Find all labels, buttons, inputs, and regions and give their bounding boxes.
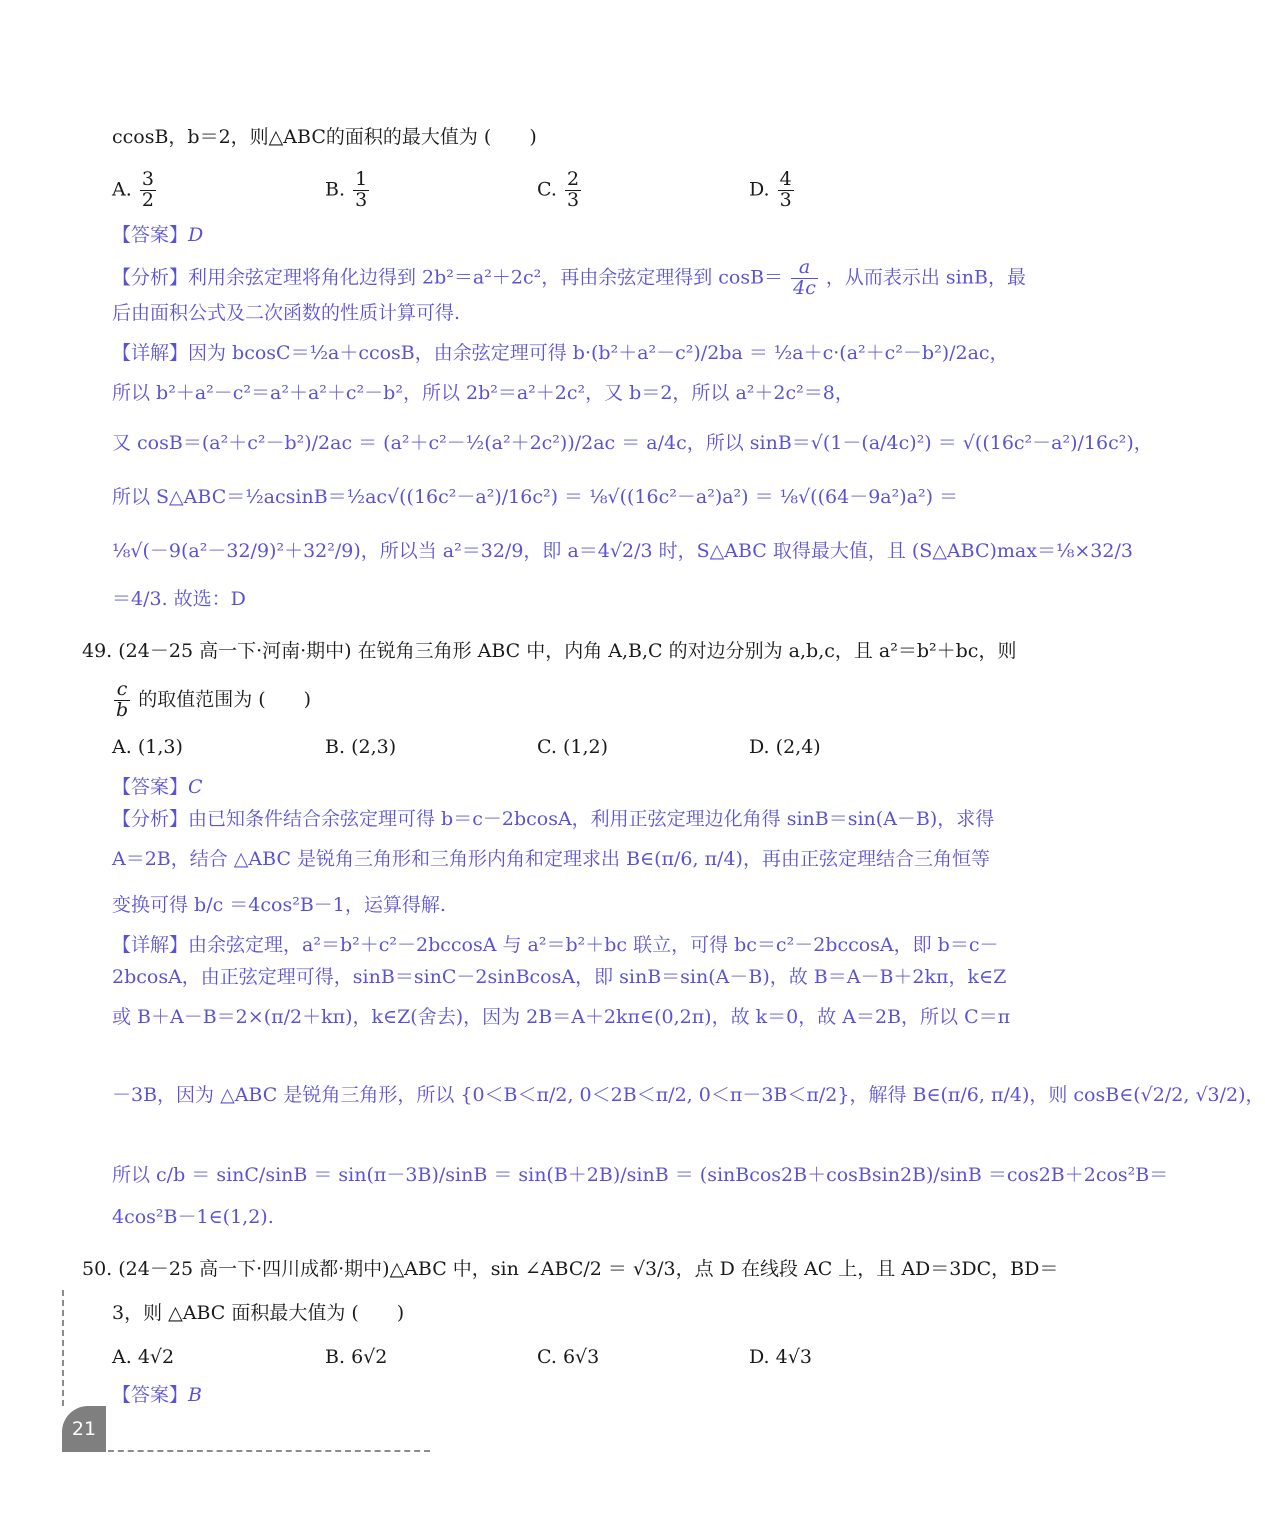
q49-option-a: A. (1,3): [112, 736, 183, 758]
q48-detail-line-4: 所以 S△ABC＝½acsinB＝½ac√((16c²－a²)/16c²) ＝ ⅛√((16c²－a²)a²) ＝ ⅛√((64－9a²)a²) ＝: [112, 486, 959, 508]
page-border-dashed-horizontal: [108, 1450, 430, 1452]
q49-detail-line-6: 4cos²B－1∈(1,2).: [112, 1206, 274, 1228]
q49-detail-line-4: －3B，因为 △ABC 是锐角三角形，所以 {0＜B＜π/2, 0＜2B＜π/2, 0＜π－3B＜π/2}，解得 B∈(π/6, π/4)，则 cosB∈(√2/2, √3/2)，: [112, 1084, 1265, 1106]
q48-analysis-line-2: 后由面积公式及二次函数的性质计算可得.: [112, 302, 461, 324]
q49-option-c: C. (1,2): [537, 736, 608, 758]
q50-stem-line-2: 3，则 △ABC 面积最大值为 ( ): [112, 1302, 405, 1324]
q49-detail-line-5: 所以 c/b ＝ sinC/sinB ＝ sin(π－3B)/sinB ＝ sin(B＋2B)/sinB ＝ (sinBcos2B＋cosBsin2B)/sinB ＝cos2B＋2cos²B＝: [112, 1164, 1169, 1186]
q48-option-d: D. $\frac{4}{3}$: [749, 168, 792, 211]
q50-option-d: D. 4√3: [749, 1346, 812, 1368]
q49-answer: 【答案】C: [112, 776, 203, 798]
q48-detail-line-6: ＝4/3. 故选：D: [112, 588, 246, 610]
page-border-dashed-vertical: [62, 1290, 64, 1406]
q49-detail-line-1: 【详解】由余弦定理，a²＝b²＋c²－2bccosA 与 a²＝b²＋bc 联立，可得 bc＝c²－2bccosA，即 b＝c－: [112, 934, 999, 956]
q49-option-b: B. (2,3): [325, 736, 397, 758]
q49-detail-line-3: 或 B＋A－B＝2×(π/2＋kπ)，k∈Z(舍去)，因为 2B＝A＋2kπ∈(0,2π)，故 k＝0，故 A＝2B，所以 C＝π: [112, 1006, 1011, 1028]
q48-option-c: C. $\frac{2}{3}$: [537, 168, 580, 211]
q48-option-a: A. $\frac{3}{2}$: [112, 168, 154, 211]
q48-detail-line-5: ⅛√(－9(a²－32/9)²＋32²/9)，所以当 a²＝32/9，即 a＝4√2/3 时，S△ABC 取得最大值，且 (S△ABC)max＝⅛×32/3: [112, 540, 1133, 562]
q50-option-c: C. 6√3: [537, 1346, 600, 1368]
q48-analysis-line-1: 【分析】利用余弦定理将角化边得到 2b²＝a²＋2c²，再由余弦定理得到 cosB＝ $\frac{a}{4c}$ ，从而表示出 sinB，最: [112, 256, 1026, 299]
q49-analysis-line-1: 【分析】由已知条件结合余弦定理可得 b＝c－2bcosA，利用正弦定理边化角得 sinB＝sin(A－B)，求得: [112, 808, 995, 830]
q48-option-b: B. $\frac{1}{3}$: [325, 168, 368, 211]
q49-detail-line-2: 2bcosA，由正弦定理可得，sinB＝sinC－2sinBcosA，即 sinB＝sin(A－B)，故 B＝A－B＋2kπ，k∈Z: [112, 966, 1007, 988]
q50-option-a: A. 4√2: [112, 1346, 175, 1368]
q49-option-d: D. (2,4): [749, 736, 821, 758]
q48-answer: 【答案】D: [112, 224, 204, 246]
q48-detail-line-1: 【详解】因为 bcosC＝½a＋ccosB，由余弦定理可得 b·(b²＋a²－c²)/2ba ＝ ½a＋c·(a²＋c²－b²)/2ac，: [112, 342, 1009, 364]
q49-analysis-line-3: 变换可得 b/c ＝4cos²B－1，运算得解.: [112, 894, 446, 916]
q49-stem-line-2: $\frac{c}{b}$ 的取值范围为 ( ): [116, 678, 312, 721]
q48-detail-line-2: 所以 b²＋a²－c²＝a²＋a²＋c²－b²，所以 2b²＝a²＋2c²，又 b＝2，所以 a²＋2c²＝8，: [112, 382, 854, 404]
q50-option-b: B. 6√2: [325, 1346, 388, 1368]
q48-stem-tail: ccosB，b＝2，则△ABC的面积的最大值为 ( ): [112, 126, 537, 148]
q49-stem-line-1: 49. (24－25 高一下·河南·期中) 在锐角三角形 ABC 中，内角 A,B,C 的对边分别为 a,b,c，且 a²＝b²＋bc，则: [82, 640, 1017, 662]
q50-stem-line-1: 50. (24－25 高一下·四川成都·期中)△ABC 中，sin ∠ABC/2 ＝ √3/3，点 D 在线段 AC 上，且 AD＝3DC，BD＝: [82, 1258, 1059, 1280]
page-number: 21: [62, 1406, 106, 1452]
q50-answer: 【答案】B: [112, 1384, 202, 1406]
q49-analysis-line-2: A＝2B，结合 △ABC 是锐角三角形和三角形内角和定理求出 B∈(π/6, π/4)，再由正弦定理结合三角恒等: [112, 848, 990, 870]
q48-detail-line-3: 又 cosB＝(a²＋c²－b²)/2ac ＝ (a²＋c²－½(a²＋2c²))/2ac ＝ a/4c，所以 sinB＝√(1－(a/4c)²) ＝ √((16c²－a²)/16c²)，: [112, 432, 1153, 454]
